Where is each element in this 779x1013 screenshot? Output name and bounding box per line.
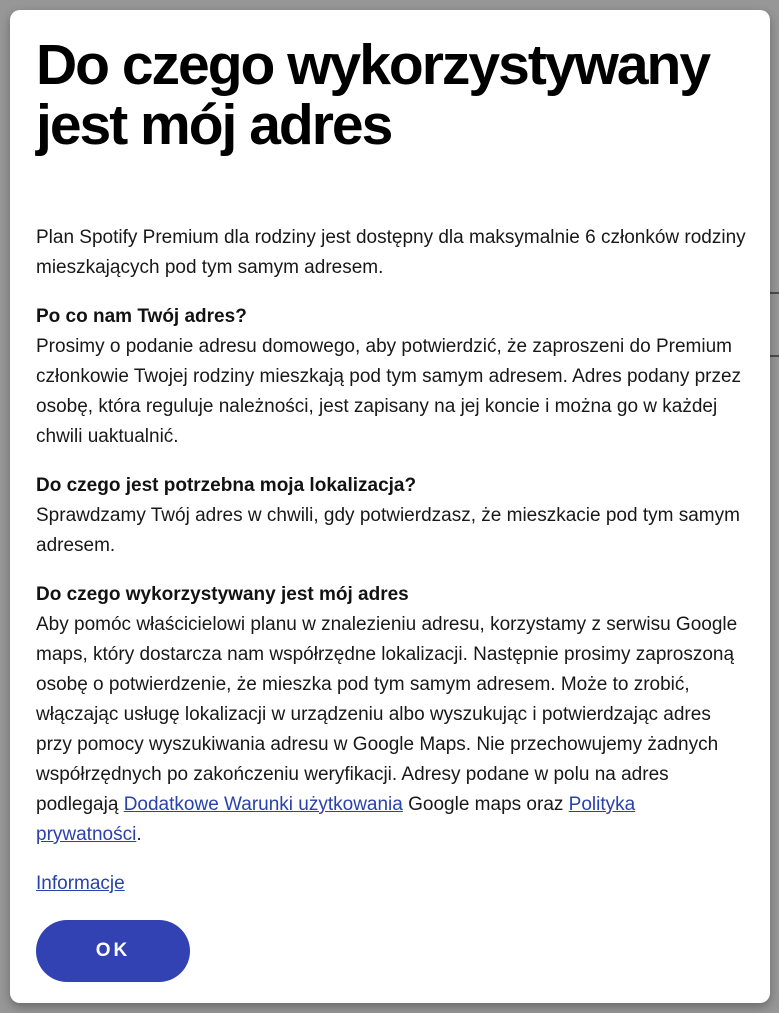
- section-address-usage-body-2: Google maps oraz: [402, 794, 569, 815]
- section-location-body: Sprawdzamy Twój adres w chwili, gdy potwierdzasz, że mieszkacie pod tym samym adresem.: [36, 505, 740, 556]
- section-why-address: [36, 302, 746, 452]
- address-info-dialog: [10, 10, 770, 1003]
- section-address-usage-heading: Do czego wykorzystywany jest mój adres: [36, 584, 409, 605]
- section-why-address-heading: Po co nam Twój adres?: [36, 306, 247, 327]
- section-location-heading: Do czego jest potrzebna moja lokalizacja?: [36, 475, 417, 496]
- info-link-row: [36, 869, 746, 899]
- dialog-title: Do czego wykorzystywany jest mój adres: [36, 33, 710, 157]
- section-location: [36, 471, 746, 561]
- section-why-address-body: Prosimy o podanie adresu domowego, aby potwierdzić, że zaproszeni do Premium członkowie Twojej rodziny mieszkają pod tym samym adresem. Adres podany przez osobę, która reguluje należności, jest zapisany na jej koncie i można go w każdej chwili uaktualnić.: [36, 336, 742, 447]
- informacje-link[interactable]: Informacje: [36, 873, 125, 894]
- privacy-policy-link[interactable]: Polityka prywatności: [36, 794, 636, 845]
- intro-paragraph: Plan Spotify Premium dla rodziny jest dostępny dla maksymalnie 6 członków rodziny mieszkających pod tym samym adresem.: [36, 227, 746, 278]
- terms-of-use-link[interactable]: Dodatkowe Warunki użytkowania: [123, 794, 403, 815]
- section-address-usage-body-3: .: [136, 824, 142, 845]
- section-address-usage-body-1: Aby pomóc właścicielowi planu w znalezieniu adresu, korzystamy z serwisu Google maps, który dostarcza nam współrzędne lokalizacji. Następnie prosimy zaproszoną osobę o potwierdzenie, że mieszka pod tym samym adresem. Może to zrobić, włączając usługę lokalizacji w urządzeniu albo wyszukując i potwierdzając adres przy pomocy wyszukiwania adresu w Google Maps. Nie przechowujemy żadnych współrzędnych po zakończeniu weryfikacji. Adresy podane w polu na adres podlegają: [36, 614, 738, 815]
- ok-button[interactable]: OK: [36, 920, 190, 982]
- section-address-usage: [36, 580, 746, 850]
